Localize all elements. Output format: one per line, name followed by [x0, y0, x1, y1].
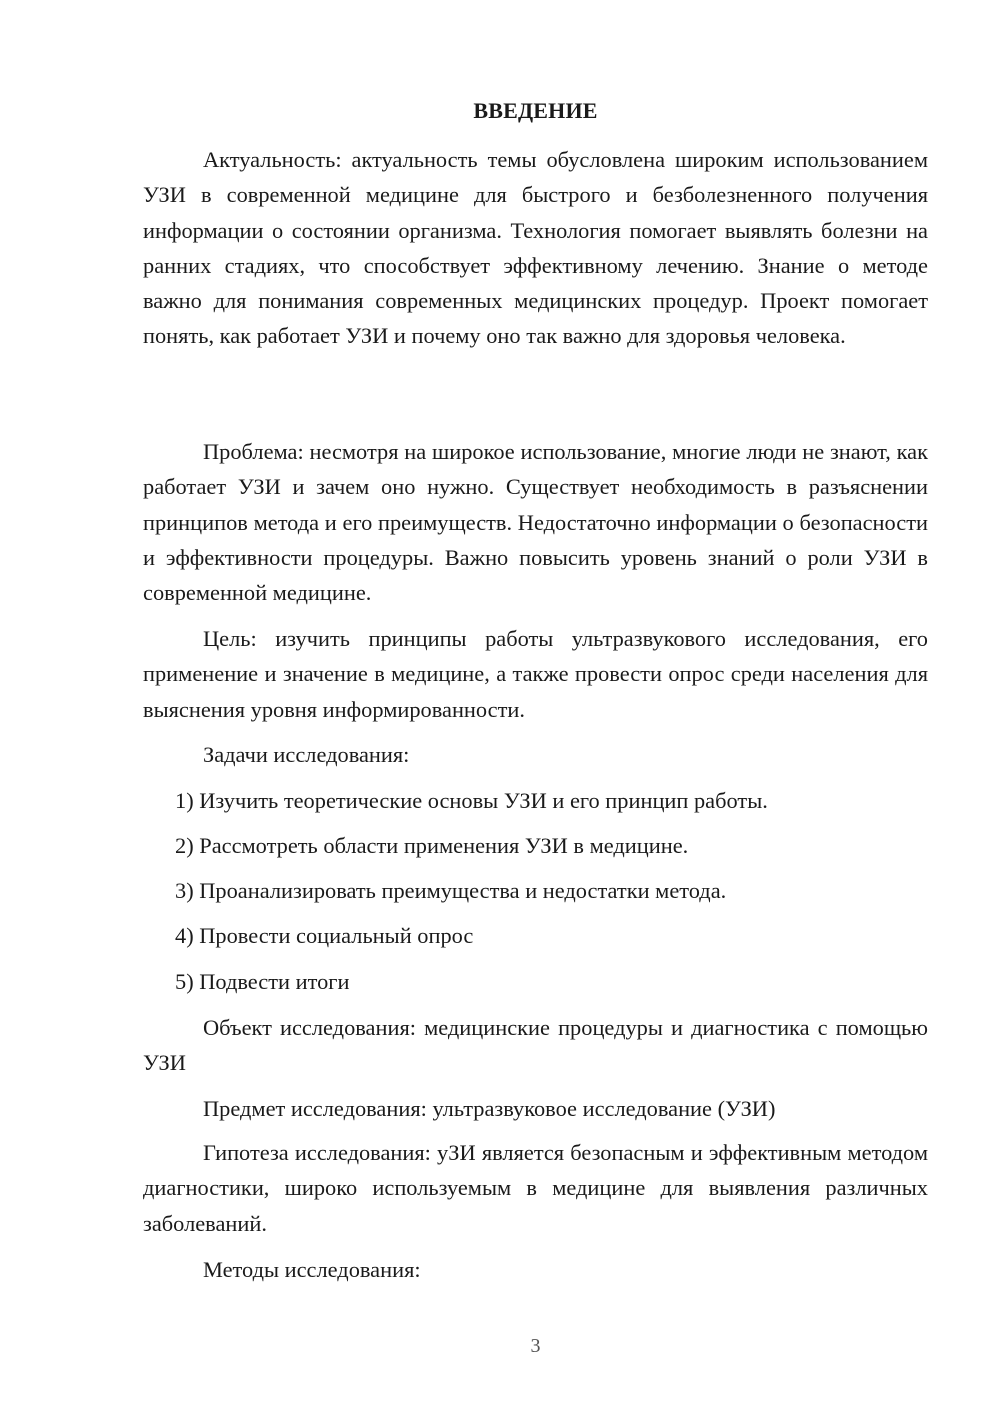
section-heading: ВВЕДЕНИЕ [473, 98, 598, 123]
task-item-4: 4) Провести социальный опрос [175, 923, 474, 948]
document-page [143, 0, 928, 1414]
paragraph-relevance: Актуальность: актуальность темы обусловлена широким использованием УЗИ в современной медицине для быстрого и безболезненного получения информации о состоянии организма. Технология помогает выявлять болезни на ранних стадиях, что способствует эффективному лечению. Знание о методе важно для понимания современных медицинских процедур. Проект помогает понять, как работает УЗИ и почему оно так важно для здоровья человека. [143, 147, 928, 349]
paragraph-object: Объект исследования: медицинские процедуры и диагностика с помощью УЗИ [143, 1015, 928, 1076]
task-item-2: 2) Рассмотреть области применения УЗИ в медицине. [175, 833, 689, 858]
paragraph-problem: Проблема: несмотря на широкое использование, многие люди не знают, как работает УЗИ и зачем оно нужно. Существует необходимость в разъяснении принципов метода и его преимуществ. Недостаточно информации о безопасности и эффективности процедуры. Важно повысить уровень знаний о роли УЗИ в современной медицине. [143, 439, 928, 606]
task-item-3: 3) Проанализировать преимущества и недостатки метода. [175, 878, 727, 903]
page-number: 3 [530, 1335, 541, 1357]
methods-heading: Методы исследования: [203, 1257, 421, 1282]
paragraph-hypothesis: Гипотеза исследования: уЗИ является безопасным и эффективным методом диагностики, широко используемым в медицине для выявления различных заболеваний. [143, 1140, 928, 1236]
tasks-heading: Задачи исследования: [203, 742, 410, 767]
paragraph-subject: Предмет исследования: ультразвуковое исследование (УЗИ) [203, 1096, 776, 1121]
task-item-5: 5) Подвести итоги [175, 969, 350, 994]
task-item-1: 1) Изучить теоретические основы УЗИ и его принцип работы. [175, 788, 768, 813]
paragraph-goal: Цель: изучить принципы работы ультразвукового исследования, его применение и значение в медицине, а также провести опрос среди населения для выяснения уровня информированности. [143, 626, 928, 722]
